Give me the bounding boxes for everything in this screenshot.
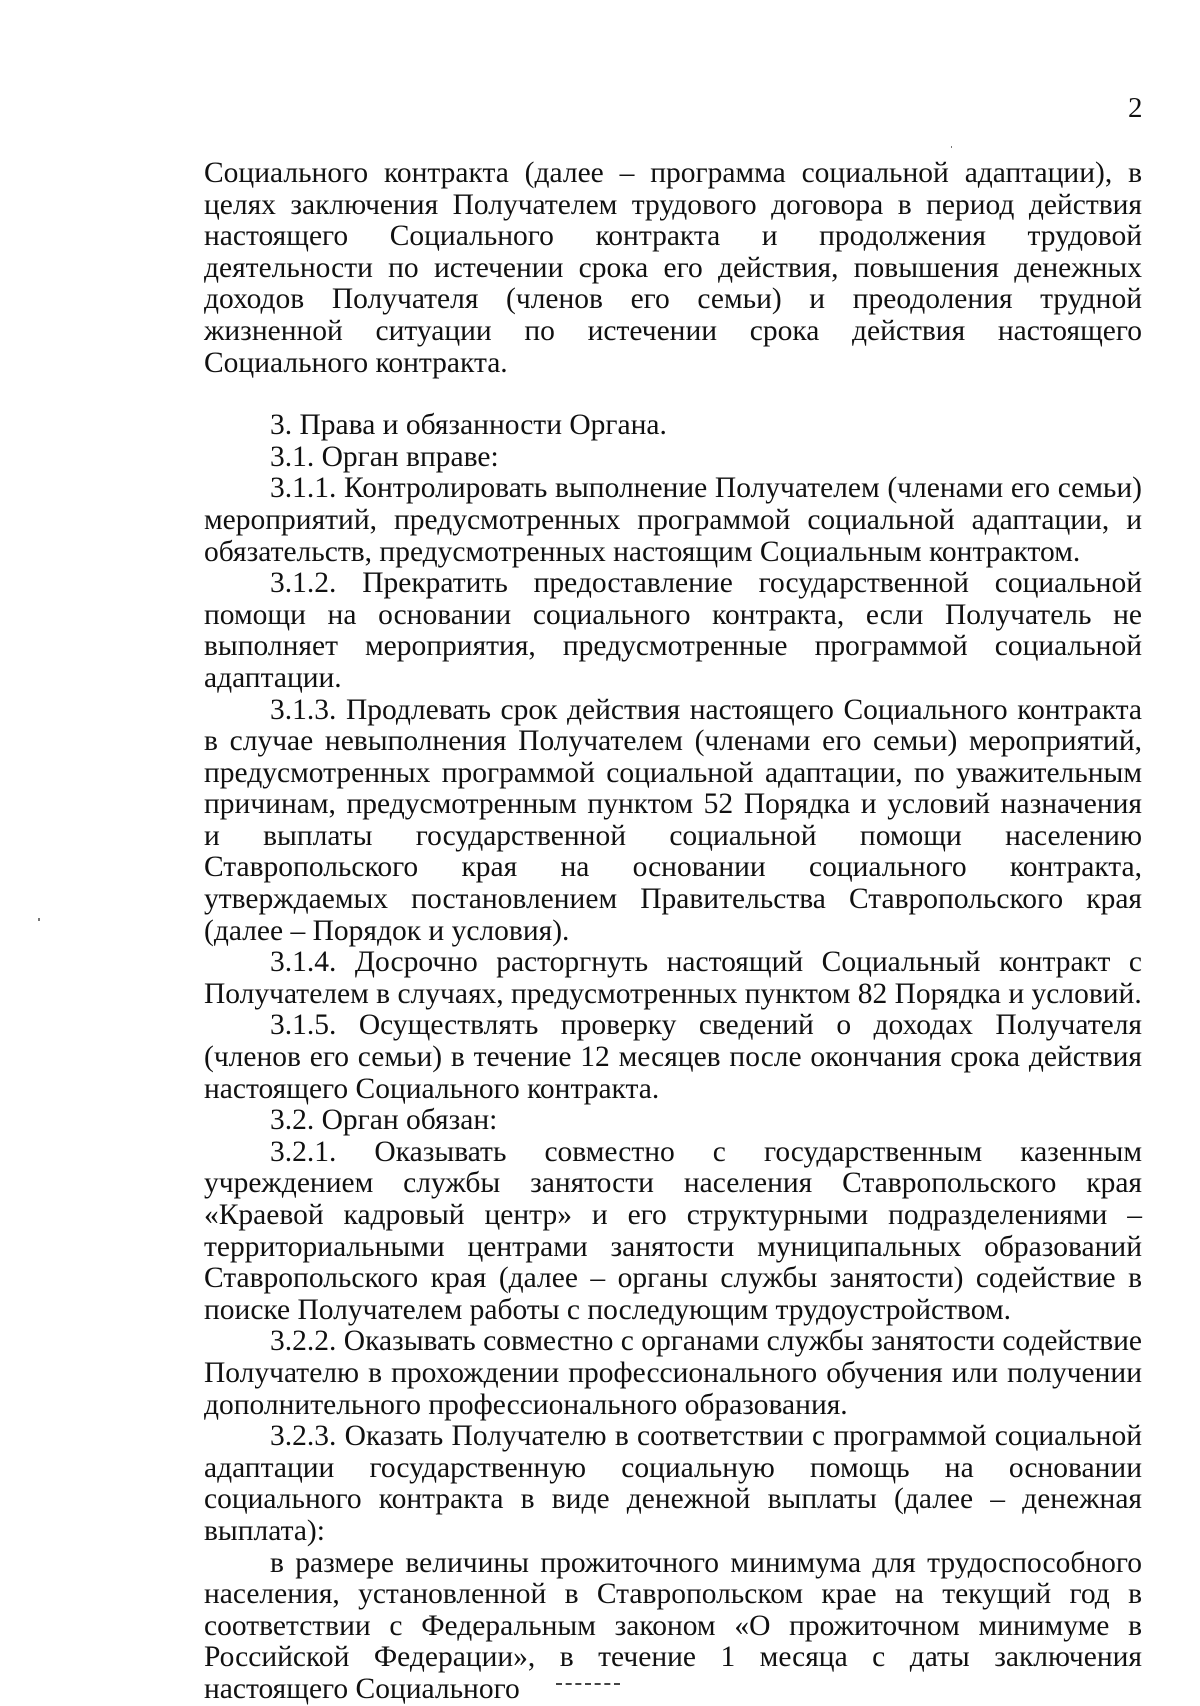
clause-3-2: 3.2. Орган обязан: <box>270 1104 498 1137</box>
bottom-edge-mark <box>556 1683 620 1685</box>
payment-amount-paragraph: в размере величины прожиточного минимума для трудоспособного населения, установленной в Ставропольском крае на текущий год в соответствии с Федеральным законом «О прожиточном минимуме в Российской Федерации», в течение 1 месяца с даты заключения настоящего Социального <box>204 1546 1142 1705</box>
clause-3-2-3: 3.2.3. Оказать Получателю в соответствии с программой социальной адаптации государственную социальную помощь на основании социального контракта в виде денежной выплаты (далее – денежная выплата): <box>204 1420 1142 1547</box>
clause-3-1-3: 3.1.3. Продлевать срок действия настоящего Социального контракта в случае невыполнения Получателем (членами его семьи) мероприятий, предусмотренных программой социальной адаптации, по уважительным причинам, предусмотренным пунктом 52 Порядка и условий назначения и выплаты государственной социальной помощи населению Ставропольского края на основании социального контракта, утверждаемых постановлением Правительства Ставропольского края (далее – Порядок и условия). <box>204 693 1142 947</box>
clause-3-1-4: 3.1.4. Досрочно расторгнуть настоящий Социальный контракт с Получателем в случаях, предусмотренных пунктом 82 Порядка и условий. <box>204 946 1142 1010</box>
section-heading-3: 3. Права и обязанности Органа. <box>270 409 667 442</box>
clause-3-1-5: 3.1.5. Осуществлять проверку сведений о доходах Получателя (членов его семьи) в течение 12 месяцев после окончания срока действия настоящего Социального контракта. <box>204 1009 1142 1105</box>
clause-3-2-2: 3.2.2. Оказывать совместно с органами службы занятости содействие Получателю в прохождении профессионального обучения или получении дополнительного профессионального образования. <box>204 1325 1142 1421</box>
clause-3-1-1: 3.1.1. Контролировать выполнение Получателем (членами его семьи) мероприятий, предусмотренных программой социальной адаптации, и обязательств, предусмотренных настоящим Социальным контрактом. <box>204 472 1142 568</box>
clause-3-1-2: 3.1.2. Прекратить предоставление государственной социальной помощи на основании социального контракта, если Получатель не выполняет мероприятия, предусмотренные программой социальной адаптации. <box>204 567 1142 694</box>
page-number: 2 <box>1128 92 1143 124</box>
scan-speck <box>38 918 40 921</box>
paragraph-continuation: Социального контракта (далее – программа социальной адаптации), в целях заключения Получателем трудового договора в период действия настоящего Социального контракта и продолжения трудовой деятельности по истечении срока его действия, повышения денежных доходов Получателя (членов его семьи) и преодоления трудной жизненной ситуации по истечении срока действия настоящего Социального контракта. <box>204 157 1142 379</box>
scan-speck <box>951 146 952 148</box>
clause-3-1: 3.1. Орган вправе: <box>270 440 499 473</box>
document-body <box>204 158 1142 1706</box>
clause-3-2-1: 3.2.1. Оказывать совместно с государственным казенным учреждением службы занятости населения Ставропольского края «Краевой кадровый центр» и его структурными подразделениями – территориальными центрами занятости муниципальных образований Ставропольского края (далее – органы службы занятости) содействие в поиске Получателем работы с последующим трудоустройством. <box>204 1135 1142 1326</box>
